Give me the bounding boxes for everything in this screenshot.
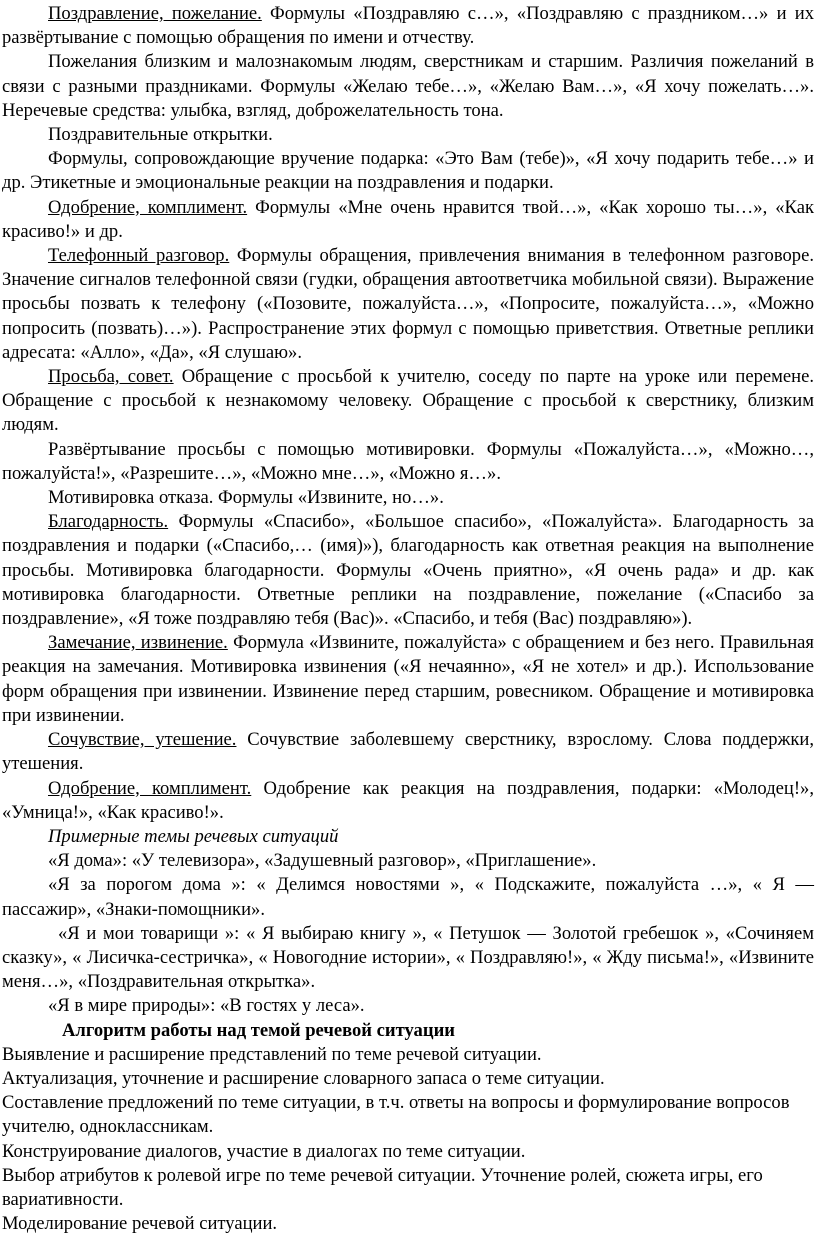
algorithm-step: Актуализация, уточнение и расширение словарного запаса о теме ситуации.	[2, 1067, 605, 1089]
algorithm-list	[2, 1043, 814, 1237]
paragraph-text: Формулы обращения, привлечения внимания в телефонном разговоре. Значение сигналов телефонной связи (гудки, обращения автоответчика мобильной связи). Выражение просьбы позвать к телефону («Позовите, пожалуйста…», «Попросите, пожалуйста…», «Можно попросить (позвать)…»). Распространение этих формул с помощью приветствия. Ответные реплики адресата: «Алло», «Да», «Я слушаю».	[2, 245, 815, 363]
paragraph	[2, 244, 814, 365]
paragraph-text: Обращение с просьбой к учителю, соседу по парте на уроке или перемене. Обращение с просьбой к незнакомому человеку. Обращение с просьбой к сверстнику, близким людям.	[2, 366, 814, 436]
section-heading: Одобрение, комплимент.	[48, 196, 248, 218]
algorithm-step: Составление предложений по теме ситуации, в т.ч. ответы на вопросы и формулирование вопросов учителю, одноклассникам.	[2, 1092, 790, 1138]
paragraph	[2, 196, 814, 244]
paragraph	[2, 2, 814, 50]
paragraph-text: Формула «Извините, пожалуйста» с обращением и без него. Правильная реакция на замечания. Мотивировка извинения («Я нечаянно», «Я не хотел» и др.). Использование форм обращения при извинении. Извинение перед старшим, ровесником. Обращение и мотивировка при извинении.	[2, 632, 814, 726]
paragraph: Развёртывание просьбы с помощью мотивировки. Формулы «Пожалуйста…», «Можно…, пожалуйста!», «Разрешите…», «Можно мне…», «Можно я…».	[2, 438, 814, 484]
themes-heading: Примерные темы речевых ситуаций	[48, 825, 339, 847]
paragraph	[2, 728, 814, 776]
paragraph	[2, 365, 814, 438]
section-heading: Поздравление, пожелание.	[48, 3, 262, 24]
section-heading: Просьба, совет.	[48, 366, 174, 388]
algorithm-step: Моделирование речевой ситуации.	[2, 1213, 278, 1235]
paragraph-text: Формулы «Поздравляю с…», «Поздравляю с праздником…» и их развёртывание с помощью обращения по имени и отчеству.	[2, 3, 814, 49]
paragraph-text: Одобрение как реакция на поздравления, подарки: «Молодец!», «Умница!», «Как красиво!».	[2, 777, 814, 823]
theme-item: «Я и мои товарищи »: « Я выбираю книгу », « Петушок — Золотой гребешок », «Сочиняем сказку», « Лисичка-сестричка», « Новогодние истории», « Поздравляю!», « Жду письма!», «Извините меня…», «Поздравительная открытка».	[2, 922, 814, 993]
theme-item: «Я в мире природы»: «В гостях у леса».	[48, 995, 365, 1017]
paragraph	[2, 631, 814, 728]
section-heading: Телефонный разговор.	[48, 245, 230, 267]
theme-item: «Я за порогом дома »: « Делимся новостями », « Подскажите, пожалуйста …», « Я — пассажир», «Знаки-помощники».	[2, 874, 814, 920]
algorithm-heading: Алгоритм работы над темой речевой ситуации	[62, 1019, 455, 1041]
paragraph-text: Сочувствие заболевшему сверстнику, взрослому. Слова поддержки, утешения.	[2, 729, 814, 775]
algorithm-step: Выбор атрибутов к ролевой игре по теме речевой ситуации. Уточнение ролей, сюжета игры, его вариативности.	[2, 1164, 763, 1210]
paragraph: Пожелания близким и малознакомым людям, сверстникам и старшим. Различия пожеланий в связи с разными праздниками. Формулы «Желаю тебе…», «Желаю Вам…», «Я хочу пожелать…». Неречевые средства: улыбка, взгляд, доброжелательность тона.	[2, 51, 814, 121]
section-heading: Замечание, извинение.	[48, 632, 228, 654]
section-heading: Сочувствие, утешение.	[48, 729, 237, 751]
section-heading: Благодарность.	[48, 511, 169, 533]
section-heading: Одобрение, комплимент.	[48, 777, 252, 799]
paragraph	[2, 510, 814, 631]
paragraph-text: Формулы «Спасибо», «Большое спасибо», «Пожалуйста». Благодарность за поздравления и подарки («Спасибо,… (имя)»), благодарность как ответная реакция на выполнение просьбы. Мотивировка благодарности. Формулы «Очень приятно», «Я очень рада» и др. как мотивировка благодарности. Ответные реплики на поздравление, пожелание («Спасибо за поздравление», «Я тоже поздравляю тебя (Вас)». «Спасибо, и тебя (Вас) поздравляю»).	[2, 511, 814, 630]
theme-item: «Я дома»: «У телевизора», «Задушевный разговор», «Приглашение».	[48, 850, 597, 872]
paragraph: Формулы, сопровождающие вручение подарка: «Это Вам (тебе)», «Я хочу подарить тебе…» и др. Этикетные и эмоциональные реакции на поздравления и подарки.	[2, 148, 814, 194]
paragraph	[2, 777, 814, 825]
algorithm-step: Выявление и расширение представлений по теме речевой ситуации.	[2, 1043, 542, 1065]
algorithm-step: Конструирование диалогов, участие в диалогах по теме ситуации.	[2, 1140, 526, 1162]
paragraph: Мотивировка отказа. Формулы «Извините, но…».	[48, 487, 444, 509]
paragraph-text: Формулы «Мне очень нравится твой…», «Как хорошо ты…», «Как красиво!» и др.	[2, 196, 814, 242]
paragraph: Поздравительные открытки.	[48, 124, 273, 146]
